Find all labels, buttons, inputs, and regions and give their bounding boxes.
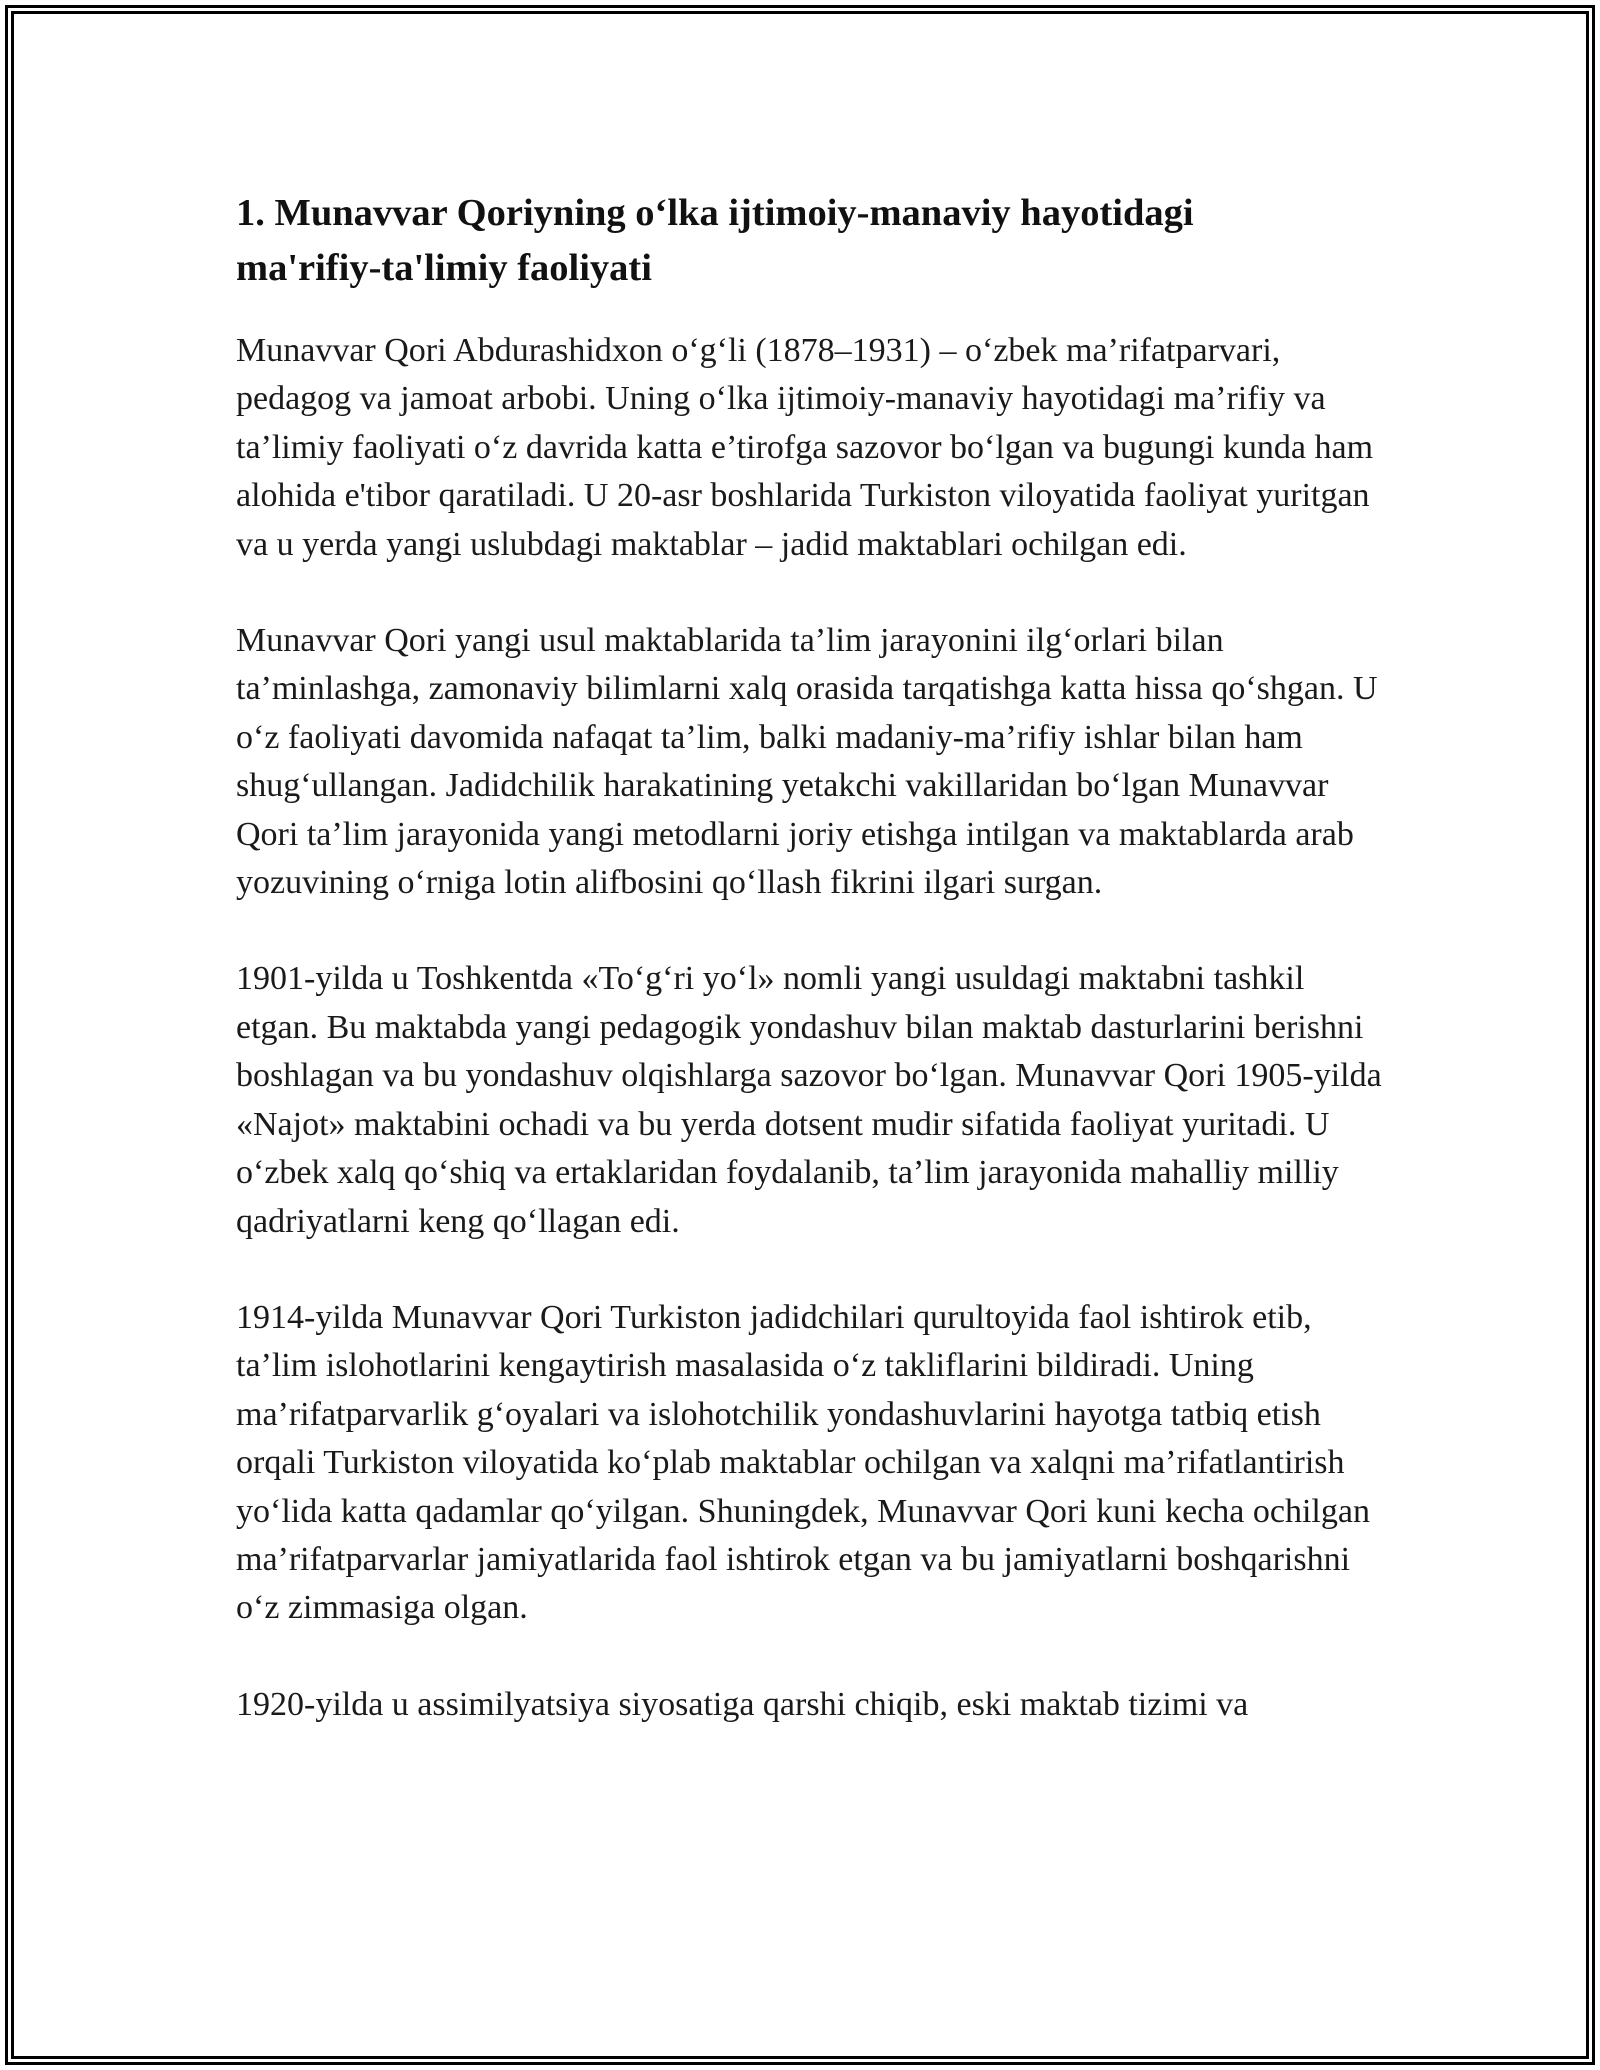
document-title (236, 186, 1386, 296)
document-title-line-1: 1. Munavvar Qoriyning o‘lka ijtimoiy-manaviy hayotidagi (236, 192, 1194, 234)
paragraph-4: 1914-yilda Munavvar Qori Turkiston jadidchilari qurultoyida faol ishtirok etib, ta’lim islohotlarini kengaytirish masalasida o‘z takliflarini bildiradi. Uning ma’rifatparvarlik g‘oyalari va islohotchilik yondashuvlarini hayotga tatbiq etish orqali Turkiston viloyatida ko‘plab maktablar ochilgan va xalqni ma’rifatlantirish yo‘lida katta qadamlar qo‘yilgan. Shuningdek, Munavvar Qori kuni kecha ochilgan ma’rifatparvarlar jamiyatlarida faol ishtirok etgan va bu jamiyatlarni boshqarishni o‘z zimmasiga olgan. (236, 1298, 1370, 1627)
document-body (236, 186, 1386, 1729)
paragraph-3: 1901-yilda u Toshkentda «To‘g‘ri yo‘l» nomli yangi usuldagi maktabni tashkil etgan. Bu maktabda yangi pedagogik yondashuv bilan maktab dasturlarini berishni boshlagan va bu yondashuv olqishlarga sazovor bo‘lgan. Munavvar Qori 1905-yilda «Najot» maktabini ochadi va bu yerda dotsent mudir sifatida faoliyat yuritadi. U o‘zbek xalq qo‘shiq va ertaklaridan foydalanib, ta’lim jarayonida mahalliy milliy qadriyatlarni keng qo‘llagan edi. (236, 960, 1382, 1240)
document-title-line-2: ma'rifiy-ta'limiy faoliyati (236, 247, 652, 289)
paragraph-2: Munavvar Qori yangi usul maktablarida ta’lim jarayonini ilg‘orlari bilan ta’minlashga, zamonaviy bilimlarni xalq orasida tarqatishga katta hissa qo‘shgan. U o‘z faoliyati davomida nafaqat ta’lim, balki madaniy-ma’rifiy ishlar bilan ham shug‘ullangan. Jadidchilik harakatining yetakchi vakillaridan bo‘lgan Munavvar Qori ta’lim jarayonida yangi metodlarni joriy etishga intilgan va maktablarda arab yozuvining o‘rniga lotin alifbosini qo‘llash fikrini ilgari surgan. (236, 622, 1378, 902)
paragraph-5: 1920-yilda u assimilyatsiya siyosatiga qarshi chiqib, eski maktab tizimi va (236, 1685, 1249, 1723)
paragraph-1: Munavvar Qori Abdurashidxon o‘g‘li (1878–1931) – o‘zbek ma’rifatparvari, pedagog va jamoat arbobi. Uning o‘lka ijtimoiy-manaviy hayotidagi ma’rifiy va ta’limiy faoliyati o‘z davrida katta e’tirofga sazovor bo‘lgan va bugungi kunda ham alohida e'tibor qaratiladi. U 20-asr boshlarida Turkiston viloyatida faoliyat yuritgan va u yerda yangi uslubdagi maktablar – jadid maktablari ochilgan edi. (236, 332, 1374, 563)
